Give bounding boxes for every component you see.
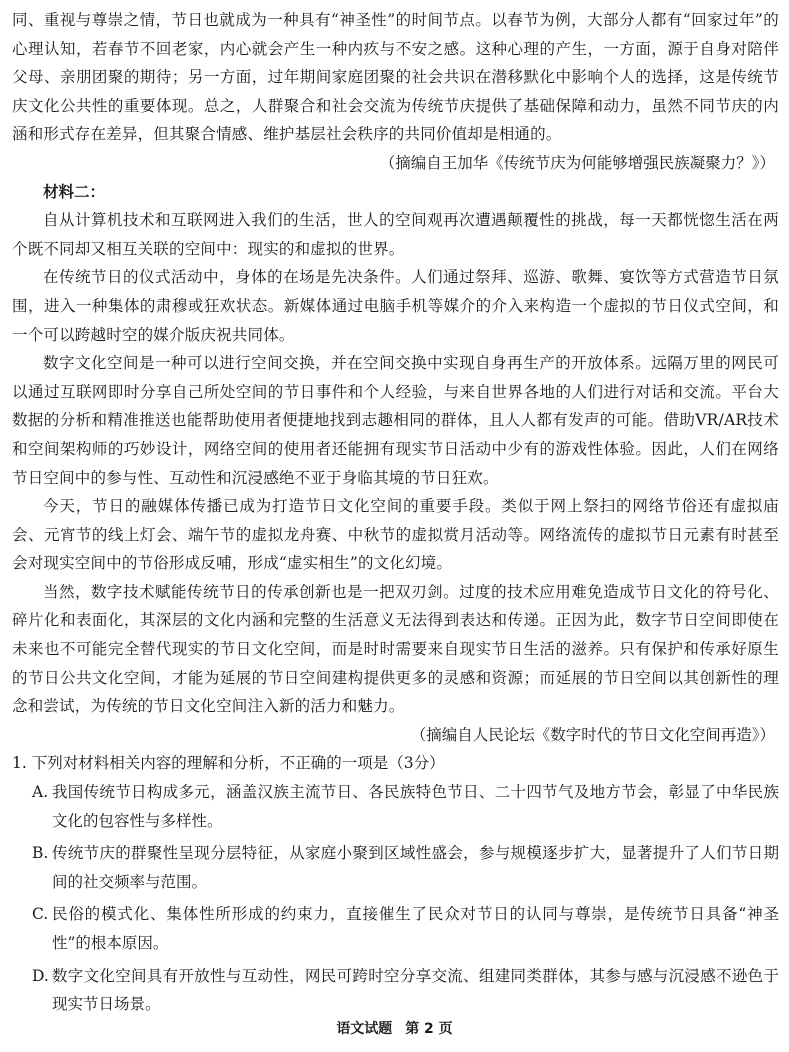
option-c [32,900,779,957]
option-letter: A. [32,783,49,802]
question-1-stem: 1. 下列对材料相关内容的理解和分析，不正确的一项是（3分） [12,754,445,773]
material2-paragraph: 今天，节日的融媒体传播已成为打造节日文化空间的重要手段。类似于网上祭扫的网络节俗还有虚拟庙会、元宵节的线上灯会、端午节的虚拟龙舟赛、中秋节的虚拟赏月活动等。网络流传的虚拟节日元素有时甚至会对现实空间中的节俗形成反哺，形成“虚实相生”的文化幻境。 [12,497,779,573]
option-letter: B. [32,844,49,863]
page-footer [0,1018,789,1038]
option-letter: C. [32,905,49,924]
option-text: 传统节庆的群聚性呈现分层特征，从家庭小聚到区域性盛会，参与规模逐步扩大，显著提升了人们节日期间的社交频率与范围。 [52,844,779,891]
material1-tail-paragraph: 同、重视与尊崇之情，节日也就成为一种具有“神圣性”的时间节点。以春节为例，大部分人都有“回家过年”的心理认知，若春节不回老家，内心就会产生一种内疚与不安之感。这种心理的产生，一方面，源于自身对陪伴父母、亲朋团聚的期待；另一方面，过年期间家庭团聚的社会共识在潜移默化中影响个人的选择，这是传统节庆文化公共性的重要体现。总之，人群聚合和社会交流为传统节庆提供了基础保障和动力，虽然不同节庆的内涵和形式存在差异，但其聚合情感、维护基层社会秩序的共同价值却是相通的。 [12,11,779,144]
material2-paragraph: 自从计算机技术和互联网进入我们的生活，世人的空间观再次遭遇颠覆性的挑战，每一天都恍惚生活在两个既不同却又相互关联的空间中：现实的和虚拟的世界。 [12,211,779,258]
material2-paragraph: 当然，数字技术赋能传统节日的传承创新也是一把双刃剑。过度的技术应用难免造成节日文化的符号化、碎片化和表面化，其深层的文化内涵和完整的生活意义无法得到表达和传递。正因为此，数字节日空间即使在未来也不可能完全替代现实的节日文化空间，而是时时需要来自现实节日生活的滋养。只有保护和传承好原生的节日公共文化空间，才能为延展的节日空间建构提供更多的灵感和资源；而延展的节日空间以其创新性的理念和尝试，为传统的节日文化空间注入新的活力和魅力。 [12,582,779,716]
material2-heading: 材料二： [43,182,106,201]
footer-page-number: 第 2 页 [405,1021,453,1037]
option-text: 民俗的模式化、集体性所形成的约束力，直接催生了民众对节日的认同与尊崇，是传统节日具备“神圣性”的根本原因。 [52,905,779,952]
option-text: 我国传统节日构成多元，涵盖汉族主流节日、各民族特色节日、二十四节气及地方节会，彰显了中华民族文化的包容性与多样性。 [52,783,779,830]
material2-paragraph: 在传统节日的仪式活动中，身体的在场是先决条件。人们通过祭拜、巡游、歌舞、宴饮等方式营造节日氛围，进入一种集体的肃穆或狂欢状态。新媒体通过电脑手机等媒介的介入来构造一个虚拟的节日仪式空间，和一个可以跨越时空的媒介版庆祝共同体。 [12,268,779,344]
option-d [32,962,779,1019]
material1-source: （摘编自王加华《传统节庆为何能够增强民族凝聚力？》） [379,153,775,172]
material2-source: （摘编自人民论坛《数字时代的节日文化空间再造》） [410,725,775,744]
option-letter: D. [32,966,49,985]
footer-subject: 语文试题 [336,1021,393,1037]
option-b [32,839,779,896]
material2-paragraph: 数字文化空间是一种可以进行空间交换，并在空间交换中实现自身再生产的开放体系。远隔万里的网民可以通过互联网即时分享自己所处空间的节日事件和个人经验，与来自世界各地的人们进行对话和交流。平台大数据的分析和精准推送也能帮助使用者便捷地找到志趣相同的群体，且人人都有发声的可能。借助VR/AR技术和空间架构师的巧妙设计，网络空间的使用者还能拥有现实节日活动中少有的游戏性体验。因此，人们在网络节日空间中的参与性、互动性和沉浸感绝不亚于身临其境的节日狂欢。 [12,354,779,487]
option-text: 数字文化空间具有开放性与互动性，网民可跨时空分享交流、组建同类群体，其参与感与沉浸感不逊色于现实节日场景。 [52,966,779,1014]
option-a [32,778,779,835]
